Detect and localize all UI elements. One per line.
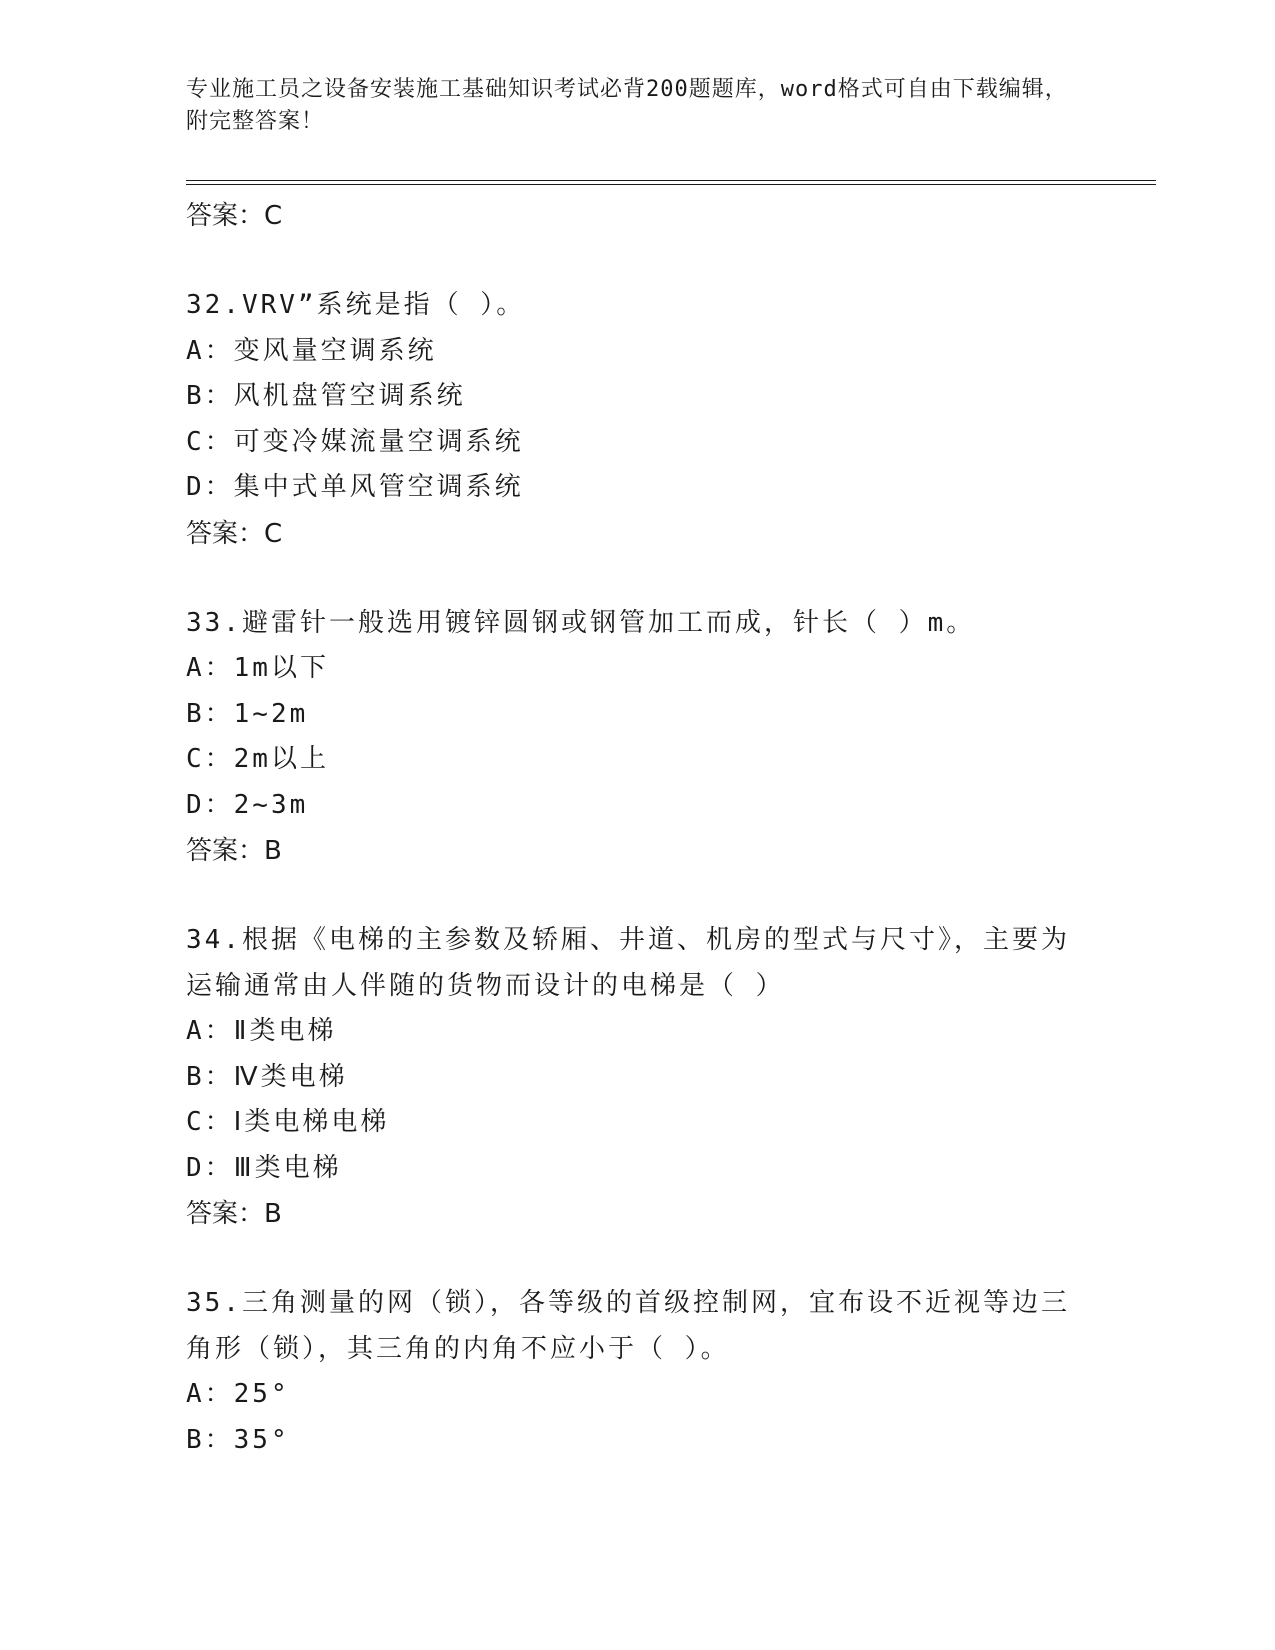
option-b: B：Ⅳ类电梯 xyxy=(186,1061,348,1092)
option-c: C：可变冷媒流量空调系统 xyxy=(186,426,524,457)
option-d: D：2~3m xyxy=(186,789,309,820)
option-d: D：Ⅲ类电梯 xyxy=(186,1152,342,1183)
option-a: A：1m以下 xyxy=(186,653,329,683)
document-header: 专业施工员之设备安装施工基础知识考试必背200题题库，word格式可自由下载编辑，附完整答案！ xyxy=(186,77,1068,134)
option-d: D：集中式单风管空调系统 xyxy=(186,472,524,502)
question-33 xyxy=(186,601,1086,875)
question-stem: 35.三角测量的网（锁），各等级的首级控制网，宜布设不近视等边三角形（锁），其三角的内角不应小于（ ）。 xyxy=(186,1288,1070,1364)
answer: 答案：B xyxy=(186,836,282,866)
previous-answer: 答案：C xyxy=(186,201,283,231)
option-a: A：变风量空调系统 xyxy=(186,335,437,366)
option-b: B：风机盘管空调系统 xyxy=(186,381,466,411)
question-stem: 33.避雷针一般选用镀锌圆钢或钢管加工而成，针长（ ）m。 xyxy=(186,607,976,638)
option-b: B：35° xyxy=(186,1424,290,1455)
option-c: C：2m以上 xyxy=(186,744,329,774)
question-stem: 32.VRV”系统是指（ ）。 xyxy=(186,290,526,320)
answer: 答案：B xyxy=(186,1199,282,1229)
document-body xyxy=(186,193,1086,1463)
header-divider-top xyxy=(186,180,1156,181)
option-b: B：1~2m xyxy=(186,698,309,729)
header-divider-bottom xyxy=(186,184,1156,185)
answer: 答案：C xyxy=(186,518,283,549)
question-stem: 34.根据《电梯的主参数及轿厢、井道、机房的型式与尺寸》，主要为运输通常由人伴随的货物而设计的电梯是（ ） xyxy=(186,925,1070,1001)
option-a: A：25° xyxy=(186,1379,290,1409)
question-34 xyxy=(186,918,1086,1237)
question-32 xyxy=(186,283,1086,557)
option-a: A：Ⅱ类电梯 xyxy=(186,1016,337,1046)
question-35 xyxy=(186,1281,1086,1463)
option-c: C：Ⅰ类电梯电梯 xyxy=(186,1107,390,1137)
